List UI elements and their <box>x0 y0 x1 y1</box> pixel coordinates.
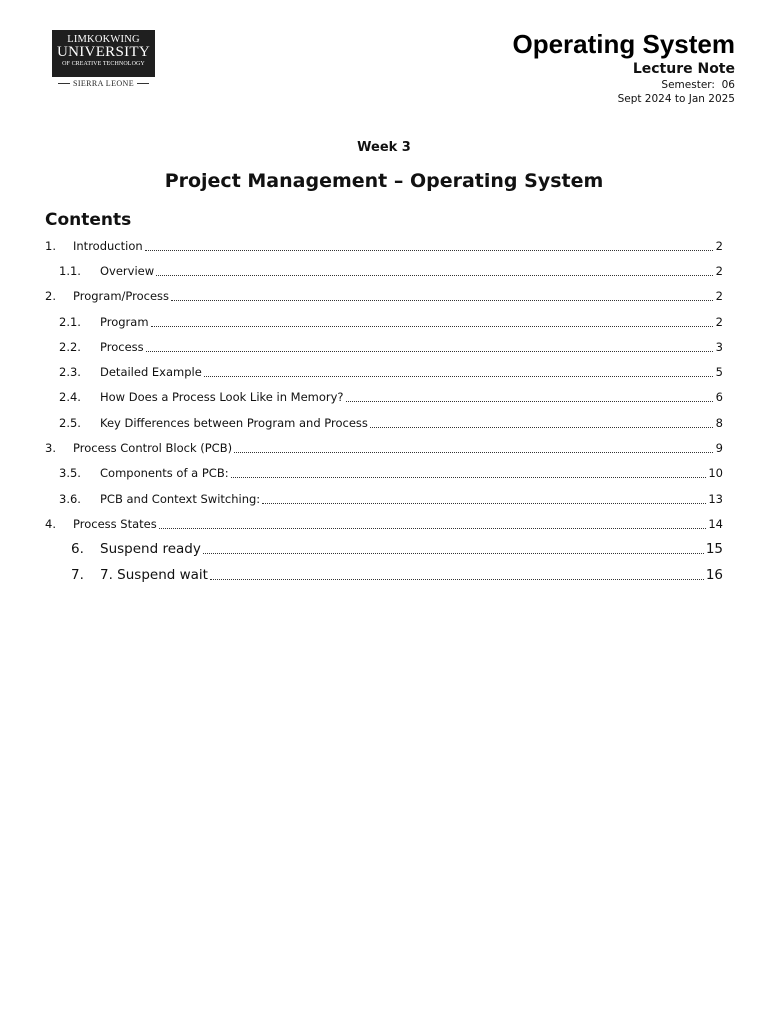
toc-entry-title[interactable]: Key Differences between Program and Process <box>100 415 368 430</box>
toc-entry-page[interactable]: 14 <box>708 516 723 531</box>
toc-entry-number: 1.1. <box>59 263 81 278</box>
contents-heading: Contents <box>45 210 132 230</box>
toc-entry-title[interactable]: Program <box>100 314 149 329</box>
toc-entry-number: 6. <box>71 541 84 558</box>
toc-entry-page[interactable]: 2 <box>715 289 723 304</box>
toc-entry[interactable] <box>45 385 723 410</box>
toc-entry[interactable] <box>45 410 723 435</box>
toc-dot-leader <box>231 476 707 478</box>
toc-entry[interactable] <box>45 233 723 258</box>
toc-entry[interactable] <box>45 537 723 562</box>
university-logo <box>52 30 155 90</box>
toc-entry-page[interactable]: 6 <box>715 390 723 405</box>
toc-entry-page[interactable]: 15 <box>705 541 723 558</box>
toc-dot-leader <box>262 502 706 504</box>
toc-entry[interactable] <box>45 258 723 283</box>
toc-entry-title[interactable]: Suspend ready <box>100 541 201 558</box>
toc-entry-page[interactable]: 9 <box>715 441 723 456</box>
toc-entry-number: 2. <box>45 289 56 304</box>
toc-entry-title[interactable]: 7. Suspend wait <box>100 566 208 583</box>
toc-entry-page[interactable]: 8 <box>715 415 723 430</box>
toc-entry-page[interactable]: 2 <box>715 314 723 329</box>
toc-dot-leader <box>234 451 713 453</box>
document-title: Operating System <box>512 29 735 59</box>
toc-dot-leader <box>346 400 713 402</box>
logo-rule-right <box>137 83 149 84</box>
toc-entry-page[interactable]: 2 <box>715 263 723 278</box>
logo-subtitle <box>52 79 155 88</box>
toc-entry-number: 2.2. <box>59 339 81 354</box>
logo-block <box>52 30 155 77</box>
toc-entry-title[interactable]: Process Control Block (PCB) <box>73 441 233 456</box>
period-label: Sept 2024 to Jan 2025 <box>617 93 735 105</box>
toc-entry-number: 3. <box>45 441 56 456</box>
toc-dot-leader <box>210 578 704 580</box>
toc-entry[interactable] <box>45 511 723 536</box>
toc-entry-number: 2.4. <box>59 390 81 405</box>
toc-entry-page[interactable]: 10 <box>708 466 723 481</box>
toc-entry-page[interactable]: 5 <box>715 365 723 380</box>
toc-dot-leader <box>145 249 713 251</box>
toc-dot-leader <box>156 274 713 276</box>
toc-entry[interactable] <box>45 359 723 384</box>
toc-entry-number: 4. <box>45 516 56 531</box>
toc-entry[interactable] <box>45 334 723 359</box>
toc-entry-title[interactable]: PCB and Context Switching: <box>100 491 261 506</box>
toc-dot-leader <box>146 350 713 352</box>
logo-subtitle-text: SIERRA LEONE <box>72 79 135 88</box>
toc-entry-title[interactable]: Introduction <box>73 238 143 253</box>
toc-entry[interactable] <box>45 435 723 460</box>
toc-entry[interactable] <box>45 284 723 309</box>
table-of-contents <box>45 233 723 587</box>
logo-line-3: OF CREATIVE TECHNOLOGY <box>62 61 145 67</box>
week-label: Week 3 <box>357 140 411 155</box>
toc-entry[interactable] <box>45 486 723 511</box>
toc-entry-number: 3.6. <box>59 491 81 506</box>
toc-entry-number: 7. <box>71 566 84 583</box>
toc-entry-page[interactable]: 3 <box>715 339 723 354</box>
document-subtitle: Lecture Note <box>632 61 735 77</box>
toc-dot-leader <box>171 299 713 301</box>
toc-dot-leader <box>204 375 713 377</box>
toc-entry-number: 1. <box>45 238 56 253</box>
toc-dot-leader <box>370 426 713 428</box>
toc-entry-title[interactable]: Process States <box>73 516 157 531</box>
toc-entry-title[interactable]: Overview <box>100 263 155 278</box>
semester-label: Semester: 06 <box>661 79 735 91</box>
toc-entry-number: 2.1. <box>59 314 81 329</box>
toc-entry[interactable] <box>45 309 723 334</box>
toc-entry[interactable] <box>45 461 723 486</box>
page-title: Project Management – Operating System <box>164 170 604 192</box>
logo-rule-left <box>58 83 70 84</box>
toc-entry-title[interactable]: How Does a Process Look Like in Memory? <box>100 390 344 405</box>
toc-entry-number: 2.5. <box>59 415 81 430</box>
header-block <box>512 28 735 106</box>
logo-line-1: LIMKOKWING <box>67 34 140 45</box>
toc-dot-leader <box>151 325 713 327</box>
toc-dot-leader <box>203 552 704 554</box>
toc-dot-leader <box>159 527 707 529</box>
toc-entry[interactable] <box>45 562 723 587</box>
toc-entry-title[interactable]: Program/Process <box>73 289 170 304</box>
toc-entry-page[interactable]: 16 <box>705 566 723 583</box>
toc-entry-title[interactable]: Components of a PCB: <box>100 466 229 481</box>
toc-entry-page[interactable]: 2 <box>715 238 723 253</box>
toc-entry-title[interactable]: Detailed Example <box>100 365 202 380</box>
toc-entry-page[interactable]: 13 <box>708 491 723 506</box>
logo-line-2: UNIVERSITY <box>57 44 150 60</box>
toc-entry-number: 3.5. <box>59 466 81 481</box>
toc-entry-title[interactable]: Process <box>100 339 144 354</box>
toc-entry-number: 2.3. <box>59 365 81 380</box>
